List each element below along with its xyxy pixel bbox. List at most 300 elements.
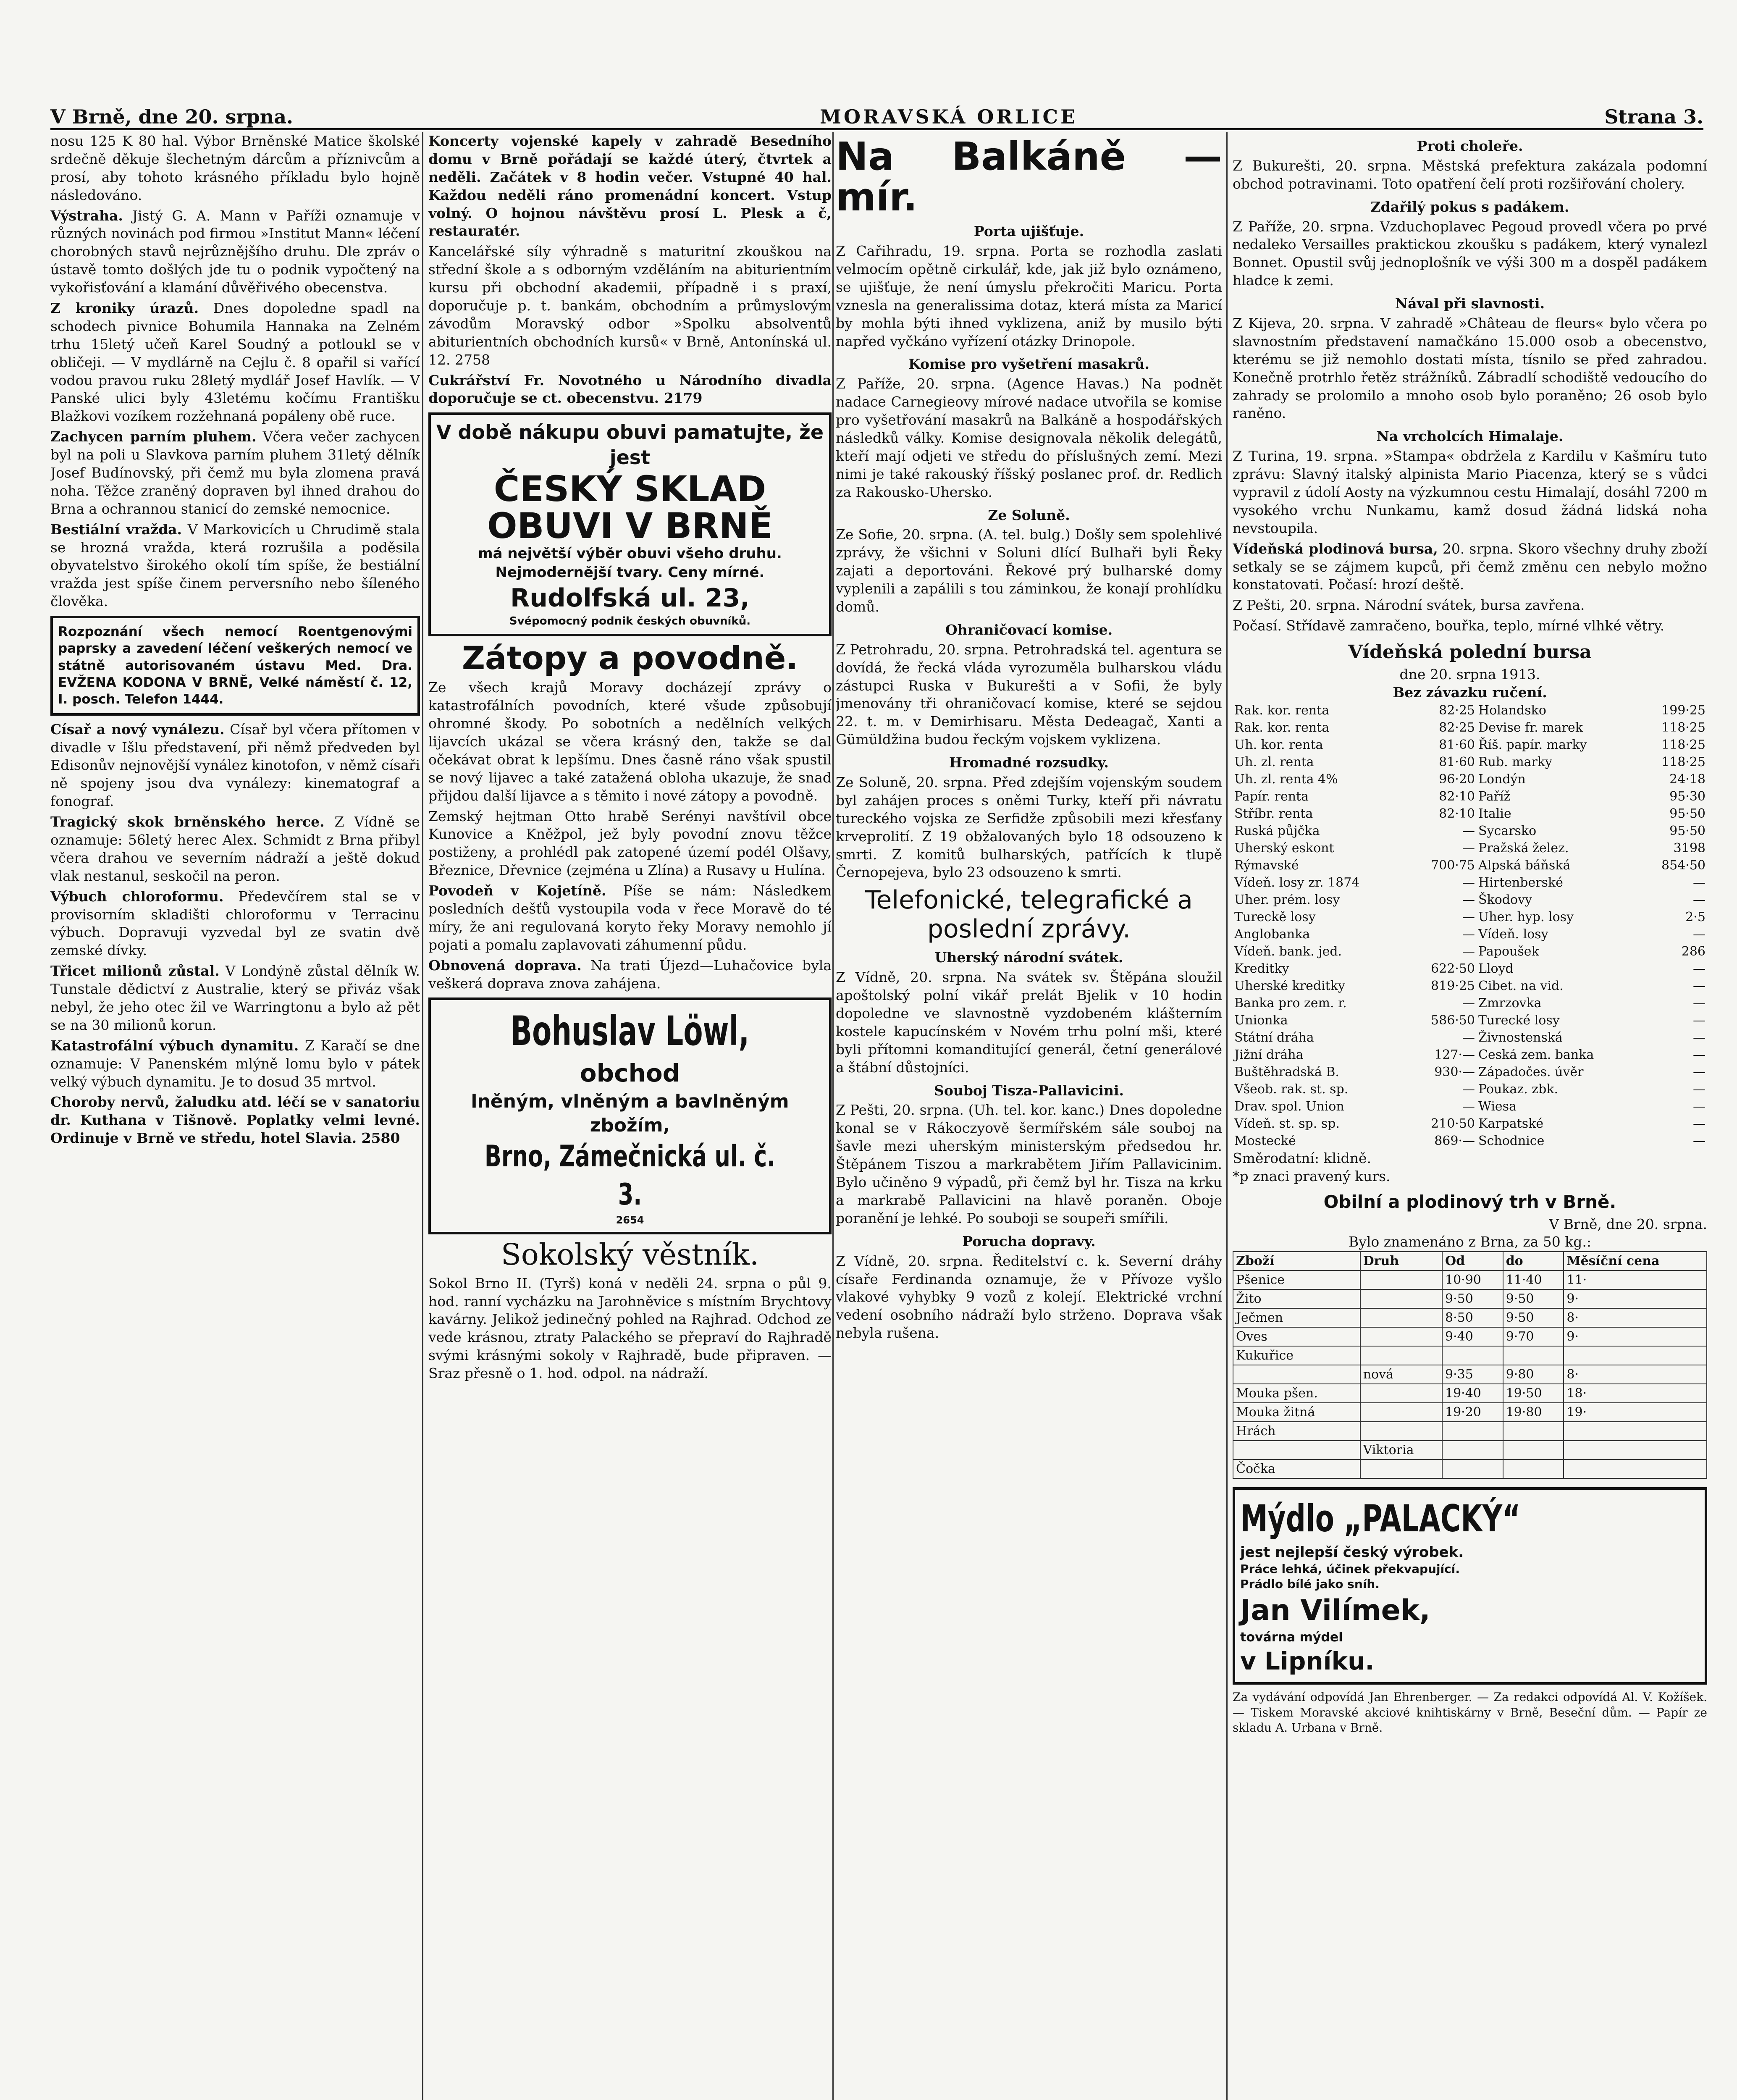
advert-name: Jan Vilímek, (1240, 1593, 1430, 1627)
market-row (1233, 1403, 1707, 1422)
market-cell (1360, 1308, 1442, 1327)
bursa-cell: Uherský eskont (1234, 841, 1334, 856)
bursa-row (1233, 771, 1707, 788)
advert-address: v Lipníku. (1240, 1647, 1375, 1676)
market-row (1233, 1308, 1707, 1327)
article (50, 207, 420, 297)
bursa-cell: 199·25 (1661, 703, 1706, 718)
bursa-cell: Poukaz. zbk. (1478, 1082, 1559, 1097)
bursa-cell: 95·50 (1669, 806, 1706, 822)
market-cell: Žito (1233, 1289, 1360, 1308)
bursa-cell: Pražská želez. (1478, 841, 1569, 856)
article-text: Dnes dopoledne spadl na schodech pivnice Bohumila Hannaka na Zelném trhu 15letý učeň Karel Soudný a potloukl se v obličeji. — V mydlárně na Cejlu č. 8 opařil si vařící vodou pravou ruku 28letý mydlář Josef Havlík. — V Panské ulici byly 43letému kočímu Františku Blažkovi vozíkem rozžehnaná popáleny obě ruce. (50, 300, 420, 425)
bursa-row (1233, 977, 1707, 995)
bursa-cell: Uh. zl. renta (1234, 755, 1314, 770)
bursa-cell: Rak. kor. renta (1234, 720, 1330, 735)
article-heading: Proti choleře. (1417, 138, 1523, 154)
article-text: Z Vídně se oznamuje: 56letý herec Alex. Schmidt z Brna přibyl včera drahou ve severním nádraží a ještě dokud vlak nestanul, seskočil na peron. (50, 814, 420, 884)
market-row (1233, 1270, 1707, 1289)
bursa-cell: — (1693, 1099, 1706, 1114)
bursa-cell: Škodovy (1478, 892, 1532, 908)
article (428, 957, 832, 993)
bursa-row (1233, 926, 1707, 943)
market-header: Druh (1360, 1252, 1442, 1270)
article-text: Počasí. Střídavě zamračeno, bouřka, teplo, mírné vlhké větry. (1233, 617, 1665, 634)
bursa-cell: — (1462, 1030, 1475, 1045)
market-cell: 9·35 (1442, 1365, 1503, 1384)
bursa-cell: 81·60 (1439, 738, 1475, 753)
article-text: V Markovicích u Chrudimě stala se hrozná vražda, která rozrušila a poděsila obyvatelstvo širokého okolí tím spíše, že bestiální vražda jest spíše činem perversního nebo šíleného člověka. (50, 521, 420, 610)
market-header: Zboží (1233, 1252, 1360, 1270)
advert-line: Práce lehká, účinek překvapující. (1240, 1562, 1460, 1576)
bursa-cell: Unionka (1234, 1013, 1288, 1028)
bursa-cell: — (1693, 1030, 1706, 1045)
bursa-cell: 81·60 (1439, 755, 1475, 770)
article-heading: Hromadné rozsudky. (949, 754, 1109, 771)
article (50, 888, 420, 960)
market-note: Bylo znamenáno z Brna, za 50 kg.: (1348, 1234, 1592, 1250)
market-header: Měsíční cena (1564, 1252, 1707, 1270)
bursa-cell: — (1693, 1047, 1706, 1063)
column-rule (422, 132, 423, 2100)
article (428, 882, 832, 954)
market-cell (1564, 1422, 1707, 1441)
bursa-cell: 95·50 (1669, 824, 1706, 839)
article (50, 721, 420, 811)
bursa-cell: — (1462, 1082, 1475, 1097)
article-text: Z Pešti, 20. srpna. (Uh. tel. kor. kanc.) Dnes dopoledne konal se v Rákoczyově šermířském sále souboj na šavle mezi uherským ministerským předsedou hr. Štěpánem Tiszou a markrabětem Jiřím Pallavicinim. Bylo učiněno 9 výpadů, při čemž byl hr. Tisza na krku a markrabě Pallavicini na hlavě poraněn. Oboje poranění je lehké. Po souboji se soupeři smířili. (836, 1102, 1222, 1226)
advert-line: Prádlo bílé jako sníh. (1240, 1577, 1380, 1591)
article-text: Z Cařihradu, 19. srpna. Porta se rozhodla zaslati velmocím opětně cirkulář, kde, jak již bylo oznámeno, se ujišťuje, že není úmyslu překročiti Maricu. Porta vznesla na generalissima dotaz, která místa za Maricí by mohla býti ihned vyklizena, aniž by musilo býti napřed vyčkáno vyřízení otázky Drinopole. (836, 243, 1222, 349)
bursa-cell: Alpská báňská (1478, 858, 1571, 873)
bursa-cell: Živnostenská (1478, 1030, 1563, 1045)
bursa-cell: 869·— (1434, 1134, 1475, 1149)
advert-headline: ČESKÝ SKLAD OBUVI V BRNĚ (487, 468, 773, 547)
market-cell: Viktoria (1360, 1441, 1442, 1460)
article-text: Z Vídně, 20. srpna. Na svátek sv. Štěpána sloužil apoštolský polní vikář prelát Bjelik v 10 hodin dopoledne ve slavnostně vyzdobeném klášterním kostele kapucínském v Novém trhu polní mši, které byli přítomni komanditující generál, četní generálové a štábní důstojníci. (836, 969, 1222, 1076)
bursa-cell: Devise fr. marek (1478, 720, 1583, 735)
article-heading: Uherský národní svátek. (934, 949, 1123, 966)
article-heading: Katastrofální výbuch dynamitu. (50, 1037, 299, 1054)
article-text: Ze Soluně, 20. srpna. Před zdejším vojenským soudem byl zahájen proces s oněmi Turky, kteří při návratu tureckého vojska ze Serfidže způsobili mezi křesťany krveprolití. Z 19 obžalovaných bylo 18 odsouzeno k smrti. Z komitů bulharských, patřících k tlupě Černopejeva, bylo 23 odsouzeno k smrti. (836, 774, 1222, 881)
market-cell: 11· (1564, 1270, 1707, 1289)
bursa-cell: Karpatské (1478, 1116, 1544, 1131)
bursa-cell: Turecké losy (1478, 1013, 1560, 1028)
advert-line: obchod (580, 1059, 680, 1088)
advert-name: Bohuslav Löwl, (510, 1008, 750, 1055)
bursa-cell: 622·50 (1431, 961, 1475, 976)
bursa-footnote: *p znaci pravený kurs. (1233, 1168, 1391, 1185)
article (50, 813, 420, 885)
bursa-cell: 82·10 (1439, 789, 1475, 804)
bursa-row (1233, 943, 1707, 960)
bursa-cell: Anglobanka (1234, 927, 1310, 942)
article-text: Z Karačí se dne oznamuje: V Panenském mlýně lomu bylo v pátek velký výbuch dynamitu. Je to dosud 35 mrtvol. (50, 1037, 420, 1090)
advert-address: Rudolfská ul. 23, (510, 583, 750, 613)
bursa-cell: Rak. kor. renta (1234, 703, 1330, 718)
bursa-row (1233, 788, 1707, 805)
bursa-cell: Stříbr. renta (1234, 806, 1313, 822)
bursa-cell: 82·25 (1439, 703, 1475, 718)
market-cell (1442, 1346, 1503, 1365)
article-text: Zemský hejtman Otto hrabě Serényi navštívil obce Kunovice a Kněžpol, jež byly povodní znovu těžce postiženy, a prohlédl pak zatopené území podél Olšavy, Březnice, Dřevnice (zejména u Zlína) a Rusavy u Hulína. (428, 808, 832, 879)
market-cell: 19· (1564, 1403, 1707, 1422)
market-header: do (1503, 1252, 1564, 1270)
bursa-row (1233, 805, 1707, 822)
bursa-cell: Zmrzovka (1478, 996, 1542, 1011)
bursa-cell: — (1462, 841, 1475, 856)
advert-address: Brno, Zámečnická ul. č. 3. (484, 1139, 776, 1212)
article-heading: Z kroniky úrazů. (50, 300, 199, 317)
bursa-cell: 930·— (1434, 1065, 1475, 1080)
bursa-cell: Uh. zl. renta 4% (1234, 772, 1338, 787)
article-heading: Vídeňská plodinová bursa, (1233, 540, 1438, 557)
column-rule (832, 132, 834, 2100)
bursa-title: Vídeňská polední bursa (1348, 641, 1592, 663)
bursa-row (1233, 857, 1707, 874)
bursa-row (1233, 891, 1707, 908)
advert-shoes (428, 412, 832, 636)
article-text: Jistý G. A. Mann v Paříži oznamuje v různých novinách pod firmou »Institut Mann« léčení chorobných stavů nejrůznějšího druhu. Dle zpráv o ústavě tomto došlých jde tu o podnik vypočtený na vykořisťování a klamání důvěřivého obecenstva. (50, 207, 420, 296)
advert-roentgen: Rozpoznání všech nemocí Roentgenovými paprsky a zavedení léčení veškerých nemocí ve státně autorisovaném ústavu Med. Dra. EVŽENA KODONA V BRNĚ, Velké náměstí č. 12, I. posch. Telefon 1444. (50, 616, 420, 715)
advert-line: továrna mýdel (1240, 1630, 1343, 1645)
article (1233, 540, 1707, 594)
market-cell: Oves (1233, 1327, 1360, 1346)
advert-number: 2654 (616, 1214, 644, 1226)
market-row (1233, 1346, 1707, 1365)
article-text: Choroby nervů, žaludku atd. léčí se v sanatoriu dr. Kuthana v Tišnově. Poplatky velmi levné. Ordinuje v Brně ve středu, hotel Slavia. 2580 (50, 1094, 420, 1147)
market-cell (1503, 1441, 1564, 1460)
market-cell: Mouka žitná (1233, 1403, 1360, 1422)
bursa-cell: 286 (1681, 944, 1706, 959)
article-heading: Třicet milionů zůstal. (50, 963, 220, 979)
bursa-cell: Ruská půjčka (1234, 824, 1320, 839)
column-2 (428, 132, 832, 2100)
bursa-cell: Vídeň. bank. jed. (1234, 944, 1342, 959)
bursa-cell: Uher. prém. losy (1234, 892, 1340, 908)
advert-line: Svépomocný podnik českých obuvníků. (509, 614, 751, 627)
bursa-cell: 96·20 (1439, 772, 1475, 787)
market-cell: 10·90 (1442, 1270, 1503, 1289)
article-text: Ze všech krajů Moravy docházejí zprávy o katastrofálních povodních, které všude způsobují ohromné škody. Po sobotních a nedělních velkých lijavcích ukázal se včera krásný den, takže se dal očekávat obrat k lepšímu. Dnes časně ráno však spustil se nový lijavec a také zatažená obloha ukazuje, že snad přijdou další lijavce a s těmito i nové zátopy a povodně. (428, 679, 832, 804)
article-text: 20. srpna. Skoro všechny druhy zboží setkaly se se zájmem kupců, při čemž změnu cen nebylo možno konstatovati. Počasí: hrozí deště. (1233, 540, 1707, 593)
bursa-cell: Uherské kreditky (1234, 979, 1345, 994)
article (50, 521, 420, 611)
article-heading: Porucha dopravy. (962, 1233, 1096, 1250)
bursa-date: dne 20. srpna 1913. (1399, 666, 1540, 683)
bursa-cell: 819·25 (1431, 979, 1475, 994)
bursa-subtitle: Bez závazku ručení. (1393, 684, 1547, 701)
article-heading: Souboj Tisza-Pallavicini. (934, 1082, 1124, 1099)
market-cell: 9·70 (1503, 1327, 1564, 1346)
section-title: Sokolský věstník. (501, 1237, 759, 1272)
bursa-cell: Jižní dráha (1234, 1047, 1304, 1063)
bursa-cell: Wiesa (1478, 1099, 1517, 1114)
bursa-cell: 118·25 (1661, 738, 1706, 753)
bursa-cell: 127·— (1434, 1047, 1475, 1063)
advert-line: lněným, vlněným a bavlněným zbožím, (471, 1090, 789, 1136)
bursa-row (1233, 753, 1707, 771)
bursa-cell: — (1462, 875, 1475, 890)
bursa-cell: Západočes. úvěr (1478, 1065, 1584, 1080)
article-text: Předevčírem stal se v provisorním skladišti chloroformu v Terracinu výbuch. Dopravuji vyzvedal byl ze svatin dvě zemské dívky. (50, 888, 420, 959)
article (50, 962, 420, 1034)
bursa-cell: 2·5 (1685, 910, 1706, 925)
market-cell: 8· (1564, 1308, 1707, 1327)
bursa-cell: Buštěhradská B. (1234, 1065, 1339, 1080)
bursa-cell: — (1693, 961, 1706, 976)
bursa-cell: 82·25 (1439, 720, 1475, 735)
bursa-row (1233, 822, 1707, 840)
bursa-row (1233, 1029, 1707, 1046)
bursa-cell: Paříž (1478, 789, 1511, 804)
article-heading: Tragický skok brněnského herce. (50, 814, 325, 830)
notice-text: Koncerty vojenské kapely v zahradě Besedního domu v Brně pořádají se každé úterý, čtvrtek a neděli. Začátek v 8 hodin večer. Vstupné 40 hal. Každou neděli ráno promenádní koncert. Vstup volný. O hojnou návštěvu prosí L. Plesk a č, restauratér. (428, 133, 832, 239)
bursa-cell: — (1693, 927, 1706, 942)
imprint: Za vydávání odpovídá Jan Ehrenberger. — Za redakci odpovídá Al. V. Kožíšek. — Tiskem Moravské akciové knihtiskárny v Brně, Beseční dům. — Papír ze skladu A. Urbana v Brně. (1233, 1690, 1707, 1735)
market-cell: 9· (1564, 1327, 1707, 1346)
bursa-cell: — (1693, 996, 1706, 1011)
bursa-cell: 82·10 (1439, 806, 1475, 822)
bursa-cell: 95·30 (1669, 789, 1706, 804)
market-title: Obilní a plodinový trh v Brně. (1323, 1191, 1616, 1212)
bursa-cell: Kreditky (1234, 961, 1289, 976)
market-cell: 9·40 (1442, 1327, 1503, 1346)
bursa-cell: Hirtenberské (1478, 875, 1563, 890)
bursa-row (1233, 736, 1707, 753)
bursa-row (1233, 1098, 1707, 1115)
bursa-cell: Italie (1478, 806, 1511, 822)
market-row (1233, 1441, 1707, 1460)
advert-line: má největší výběr obuvi všeho druhu. Nejmodernější tvary. Ceny mírné. (478, 545, 782, 581)
market-row (1233, 1365, 1707, 1384)
bursa-cell: — (1693, 1013, 1706, 1028)
bursa-cell: Papoušek (1478, 944, 1539, 959)
article-text: Na trati Újezd—Luhačovice byla veškerá doprava znova zahájena. (428, 957, 832, 992)
section-title: Na Balkáně — mír. (836, 134, 1222, 220)
bursa-row (1233, 960, 1707, 977)
market-cell: 19·50 (1503, 1384, 1564, 1403)
bursa-cell: Všeob. rak. st. sp. (1234, 1082, 1349, 1097)
bursa-cell: Londýn (1478, 772, 1526, 787)
page-number: Strana 3. (1604, 105, 1703, 128)
bursa-row (1233, 1132, 1707, 1150)
market-cell (1360, 1460, 1442, 1478)
market-cell: 9·80 (1503, 1365, 1564, 1384)
market-cell (1360, 1289, 1442, 1308)
bursa-cell: — (1462, 1099, 1475, 1114)
bursa-cell: — (1693, 1082, 1706, 1097)
bursa-cell: 700·75 (1431, 858, 1475, 873)
bursa-cell: — (1693, 875, 1706, 890)
market-row (1233, 1460, 1707, 1478)
article (50, 1037, 420, 1091)
bursa-cell: Papír. renta (1234, 789, 1309, 804)
article-heading: Povodeň v Kojetíně. (428, 882, 606, 899)
notice-text: Cukrářství Fr. Novotného u Národního divadla doporučuje se ct. obecenstvu. 2179 (428, 372, 832, 407)
market-cell (1503, 1460, 1564, 1478)
article-text: Z Turina, 19. srpna. »Stampa« obdržela z Kardilu v Kašmíru tuto zprávu: Slavný italský alpinista Mario Piacenza, který se s vůdci vypravil z údolí Aosty na výzkumnou cestu Himalají, dosáhl 7200 m vysokého vrchu Nunkamu, kamž dosud žádná lidská noha nevstoupila. (1233, 448, 1707, 536)
bursa-cell: — (1462, 892, 1475, 908)
article-heading: Zdařilý pokus s padákem. (1370, 198, 1569, 215)
market-cell: 9·50 (1503, 1289, 1564, 1308)
column-3 (836, 132, 1222, 2100)
bursa-cell: Tureckě losy (1234, 910, 1316, 925)
bursa-cell: Schodnice (1478, 1134, 1545, 1149)
market-cell: 11·40 (1503, 1270, 1564, 1289)
article-heading: Ze Soluně. (988, 507, 1070, 523)
market-cell: 18· (1564, 1384, 1707, 1403)
advert-lowl (428, 998, 832, 1234)
market-cell: 19·40 (1442, 1384, 1503, 1403)
market-cell (1360, 1384, 1442, 1403)
advert-soap (1233, 1487, 1707, 1685)
market-cell (1503, 1346, 1564, 1365)
bursa-row (1233, 874, 1707, 891)
advert-headline: Mýdlo „PALACKÝ“ (1240, 1497, 1521, 1541)
market-cell (1564, 1346, 1707, 1365)
advert-line: V době nákupu obuvi pamatujte, že jest (436, 421, 824, 469)
bursa-row (1233, 1063, 1707, 1081)
column-4 (1233, 132, 1707, 2100)
bursa-cell: Mostecké (1234, 1134, 1296, 1149)
market-cell: 9·50 (1442, 1289, 1503, 1308)
bursa-cell: Rub. marky (1478, 755, 1553, 770)
bursa-cell: Vídeň. losy zr. 1874 (1234, 875, 1360, 890)
market-table (1233, 1251, 1707, 1479)
masthead-title: MORAVSKÁ ORLICE (820, 105, 1078, 128)
section-title: Telefonické, telegrafické a poslední zprávy. (865, 885, 1193, 944)
bursa-cell: — (1462, 996, 1475, 1011)
article-text: Z Paříže, 20. srpna. (Agence Havas.) Na podnět nadace Carnegieovy mírové nadace utvořila se komise pro vyšetřování masakrů na Balkáně a hospodářských následků války. Komise designovala několik delegátů, kteří mají odjeti ve středu do příslušných zemí. Mezi nimi je také rakouský říšský poslanec prof. dr. Redlich za Rakousko-Uhersko. (836, 375, 1222, 500)
section-title: Zátopy a povodně. (462, 639, 798, 677)
bursa-row (1233, 840, 1707, 857)
article-heading: Porta ujišťuje. (973, 223, 1084, 240)
market-cell (1564, 1441, 1707, 1460)
bursa-cell: Banka pro zem. r. (1234, 996, 1347, 1011)
article-text: Z Vídně, 20. srpna. Ředitelství c. k. Severní dráhy císaře Ferdinanda oznamuje, že v Přívoze vyšlo vlakové vyhybky 9 vozů z kolejí. Elektrické vrchní vedení osobního nádraží bylo strženo. Doprava však nebyla rušena. (836, 1252, 1222, 1341)
market-cell (1360, 1403, 1442, 1422)
bursa-cell: — (1462, 910, 1475, 925)
market-cell (1233, 1441, 1360, 1460)
bursa-row (1233, 1012, 1707, 1029)
market-cell: 9· (1564, 1289, 1707, 1308)
bursa-cell: Cibet. na vid. (1478, 979, 1564, 994)
bursa-cell: — (1462, 824, 1475, 839)
market-row (1233, 1327, 1707, 1346)
market-row (1233, 1422, 1707, 1441)
bursa-cell: — (1693, 892, 1706, 908)
bursa-cell: Ceská zem. banka (1478, 1047, 1594, 1063)
bursa-cell: Holandsko (1478, 703, 1546, 718)
market-cell (1360, 1346, 1442, 1365)
bursa-cell: Vídeň. st. sp. sp. (1234, 1116, 1340, 1131)
bursa-cell: Sycarsko (1478, 824, 1537, 839)
market-date: V Brně, dne 20. srpna. (1549, 1215, 1707, 1232)
bursa-cell: 854·50 (1661, 858, 1706, 873)
bursa-cell: 118·25 (1661, 720, 1706, 735)
market-cell: 9·50 (1503, 1308, 1564, 1327)
market-cell (1360, 1270, 1442, 1289)
bursa-cell: Rýmavské (1234, 858, 1299, 873)
article-heading: Bestiální vražda. (50, 521, 182, 538)
article-text: Z Kijeva, 20. srpna. V zahradě »Château de fleurs« bylo včera po slavnostním představení namačkáno 15.000 osob a obecenstvo, kterému se již nemohlo dostati místa, tísnilo se před zahradou. Konečně protrhlo řetěz strážníků. Zábradlí schodiště vedoucího do zahrady se prolomilo a mnoho osob bylo poraněno; 26 osob bylo raněno. (1233, 315, 1707, 422)
article-heading: Obnovená doprava. (428, 957, 582, 974)
advert-line: jest nejlepší český výrobek. (1240, 1544, 1464, 1561)
article-heading: Nával při slavnosti. (1395, 295, 1545, 312)
bursa-row (1233, 908, 1707, 926)
bursa-row (1233, 1081, 1707, 1098)
bursa-cell: 3198 (1673, 841, 1706, 856)
market-cell: nová (1360, 1365, 1442, 1384)
article (50, 428, 420, 518)
market-cell: Kukuřice (1233, 1346, 1360, 1365)
market-cell (1503, 1422, 1564, 1441)
market-cell: 8· (1564, 1365, 1707, 1384)
market-row (1233, 1384, 1707, 1403)
bursa-footnote: Směrodatní: klidně. (1233, 1150, 1372, 1167)
bursa-cell: Říš. papír. marky (1478, 738, 1587, 753)
market-cell (1233, 1365, 1360, 1384)
bursa-cell: 586·50 (1431, 1013, 1475, 1028)
article-text: nosu 125 K 80 hal. Výbor Brněnské Matice školské srdečně děkuje šlechetným dárcům a příznivcům a prosí, aby tohoto krásného příkladu bylo hojně následováno. (50, 133, 420, 203)
article-text: Císař byl včera přítomen v divadle v Išlu představení, při němž předveden byl Edisonův nejnovější vynález kinotofon, v němž císaři ně spojeny jsou dva vynálezy: kinematograf a fonograf. (50, 721, 420, 810)
bursa-row (1233, 719, 1707, 736)
market-header: Od (1442, 1252, 1503, 1270)
bursa-cell: 210·50 (1431, 1116, 1475, 1131)
bursa-cell: 24·18 (1669, 772, 1706, 787)
article-heading: Výbuch chloroformu. (50, 888, 224, 905)
column-1 (50, 132, 420, 2100)
bursa-cell: Státní dráha (1234, 1030, 1314, 1045)
bursa-cell: — (1693, 979, 1706, 994)
market-cell (1564, 1460, 1707, 1478)
market-cell: 19·20 (1442, 1403, 1503, 1422)
market-cell: Hrách (1233, 1422, 1360, 1441)
market-cell (1442, 1441, 1503, 1460)
page-header (50, 99, 1703, 130)
bursa-cell: Lloyd (1478, 961, 1514, 976)
bursa-cell: Drav. spol. Union (1234, 1099, 1344, 1114)
column-rule (1226, 132, 1228, 2100)
article-text: Píše se nám: Následkem posledních dešťů vystoupila voda v řece Moravě do té míry, že ani regulovaná koryto řeky Moravy nemohlo jí pojati a pomalu zaplavovati záhumenní půdu. (428, 882, 832, 953)
bursa-cell: — (1693, 1134, 1706, 1149)
notice-text: Kancelářské síly výhradně s maturitní zkouškou na střední škole a s odborným vzděláním na abiturientním kursu při obchodní akademii, případně i s praxí, doporučuje p. t. bankám, obchodním a průmyslovým závodům Moravský odbor »Spolku absolventů abiturientních obchodních kursů« v Brně, Antonínská ul. 12. 2758 (428, 243, 832, 368)
article-text: V Londýně zůstal dělník W. Tunstale dědictví z Australie, který se přiváz však nebyl, že jeho otec žil ve Warringtonu a bylo až pět se na 30 milionů korun. (50, 963, 420, 1033)
article-heading: Císař a nový vynálezu. (50, 721, 225, 738)
bursa-cell: 118·25 (1661, 755, 1706, 770)
bursa-cell: Vídeň. losy (1478, 927, 1548, 942)
header-date: V Brně, dne 20. srpna. (50, 105, 294, 128)
bursa-row (1233, 1115, 1707, 1132)
market-cell (1360, 1327, 1442, 1346)
article (50, 299, 420, 425)
market-cell: Čočka (1233, 1460, 1360, 1478)
bursa-table (1233, 702, 1707, 1150)
market-cell (1442, 1460, 1503, 1478)
article-heading: Ohraničovací komise. (945, 621, 1113, 638)
article-text: Z Pešti, 20. srpna. Národní svátek, bursa zavřena. (1233, 597, 1585, 614)
bursa-cell: Uh. kor. renta (1234, 738, 1323, 753)
article-text: Z Paříže, 20. srpna. Vzduchoplavec Pegoud provedl včera po prvé nedaleko Versailles praktickou zkoušku s padákem, který vynalezl Bonnet. Opustil svůj jednoplošník ve výši 300 m a dospěl padákem hladce k zemi. (1233, 218, 1707, 289)
article-text: Z Petrohradu, 20. srpna. Petrohradská tel. agentura se dovídá, že řecká vláda vyrozuměla bulharskou vládu zástupci Ruska v Bukurešti a v Sofii, že byly jmenovány tři ohraničovací komise, které se sejdou 22. t. m. v Demirhisaru. Města Dedeagač, Xanti a Gümüldžina budou řeckým vojskem vyklizena. (836, 641, 1222, 748)
market-cell: 19·80 (1503, 1403, 1564, 1422)
bursa-cell: — (1462, 944, 1475, 959)
market-cell: Pšenice (1233, 1270, 1360, 1289)
article-heading: Zachycen parním pluhem. (50, 428, 257, 445)
bursa-row (1233, 702, 1707, 719)
bursa-row (1233, 995, 1707, 1012)
